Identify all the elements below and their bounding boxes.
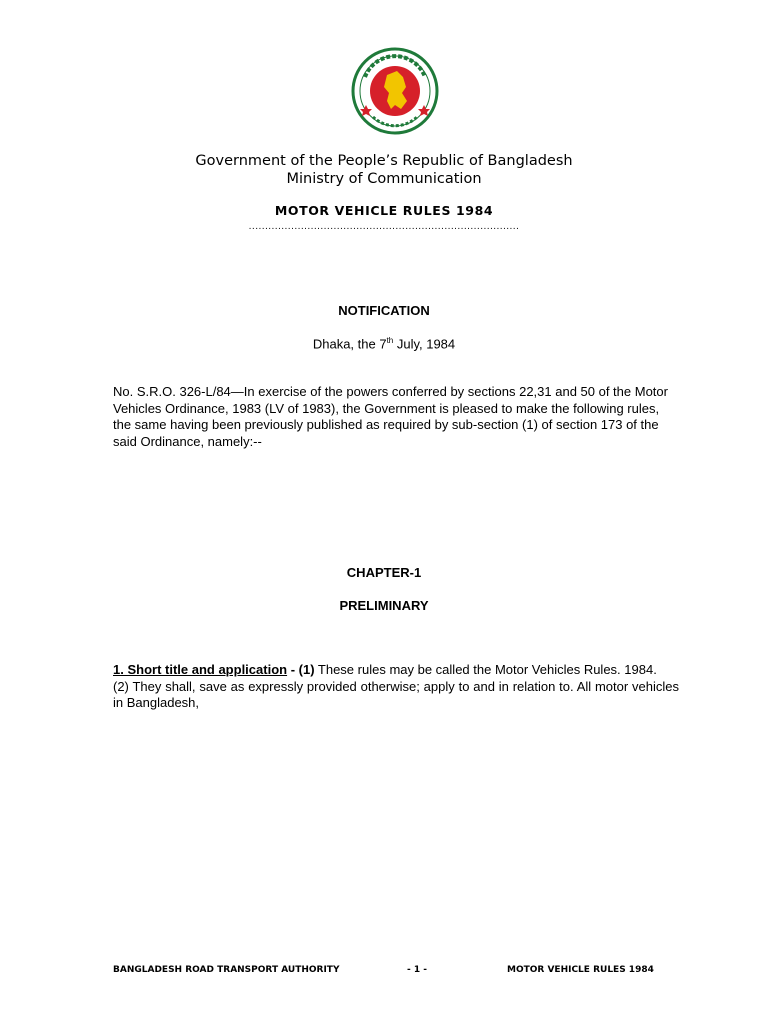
subsection-1-text: These rules may be called the Motor Vehicles Rules. 1984. bbox=[314, 662, 657, 677]
chapter-number: CHAPTER-1 bbox=[346, 565, 422, 580]
section-1-paragraph bbox=[113, 662, 679, 712]
rules-title: MOTOR VEHICLE RULES 1984 bbox=[274, 203, 494, 218]
notification-heading: NOTIFICATION bbox=[338, 303, 430, 318]
government-name: Government of the People’s Republic of Bangladesh bbox=[195, 153, 573, 169]
chapter-title: PRELIMINARY bbox=[339, 598, 429, 613]
section-1-line-1 bbox=[113, 662, 679, 679]
date-ordinal: th bbox=[386, 336, 394, 345]
date-prefix: Dhaka, the 7 bbox=[312, 336, 387, 352]
date-suffix: July, 1984 bbox=[393, 336, 456, 352]
subsection-1-label: (1) bbox=[298, 662, 315, 677]
bangladesh-government-seal-icon bbox=[351, 47, 439, 135]
dotted-rule: ................................................................................... bbox=[248, 222, 520, 232]
government-seal bbox=[351, 47, 439, 135]
section-1-heading: 1. Short title and application bbox=[113, 662, 288, 677]
footer-document-title: MOTOR VEHICLE RULES 1984 bbox=[507, 965, 654, 975]
section-1-dash: - bbox=[287, 662, 299, 677]
footer-authority: BANGLADESH ROAD TRANSPORT AUTHORITY bbox=[113, 965, 340, 975]
notification-date bbox=[0, 336, 768, 351]
footer-page-number: - 1 - bbox=[407, 965, 427, 975]
ministry-name: Ministry of Communication bbox=[286, 171, 482, 187]
preamble-paragraph: No. S.R.O. 326-L/84—In exercise of the powers conferred by sections 22,31 and 50 of the Motor Vehicles Ordinance, 1983 (LV of 1983), the Government is pleased to make the following rules, the same having been previously published as required by sub-section (1) of section 173 of the said Ordinance, namely:-- bbox=[113, 384, 668, 449]
subsection-2-text: (2) They shall, save as expressly provided otherwise; apply to and in relation to. All motor vehicles in Bangladesh, bbox=[113, 678, 679, 710]
